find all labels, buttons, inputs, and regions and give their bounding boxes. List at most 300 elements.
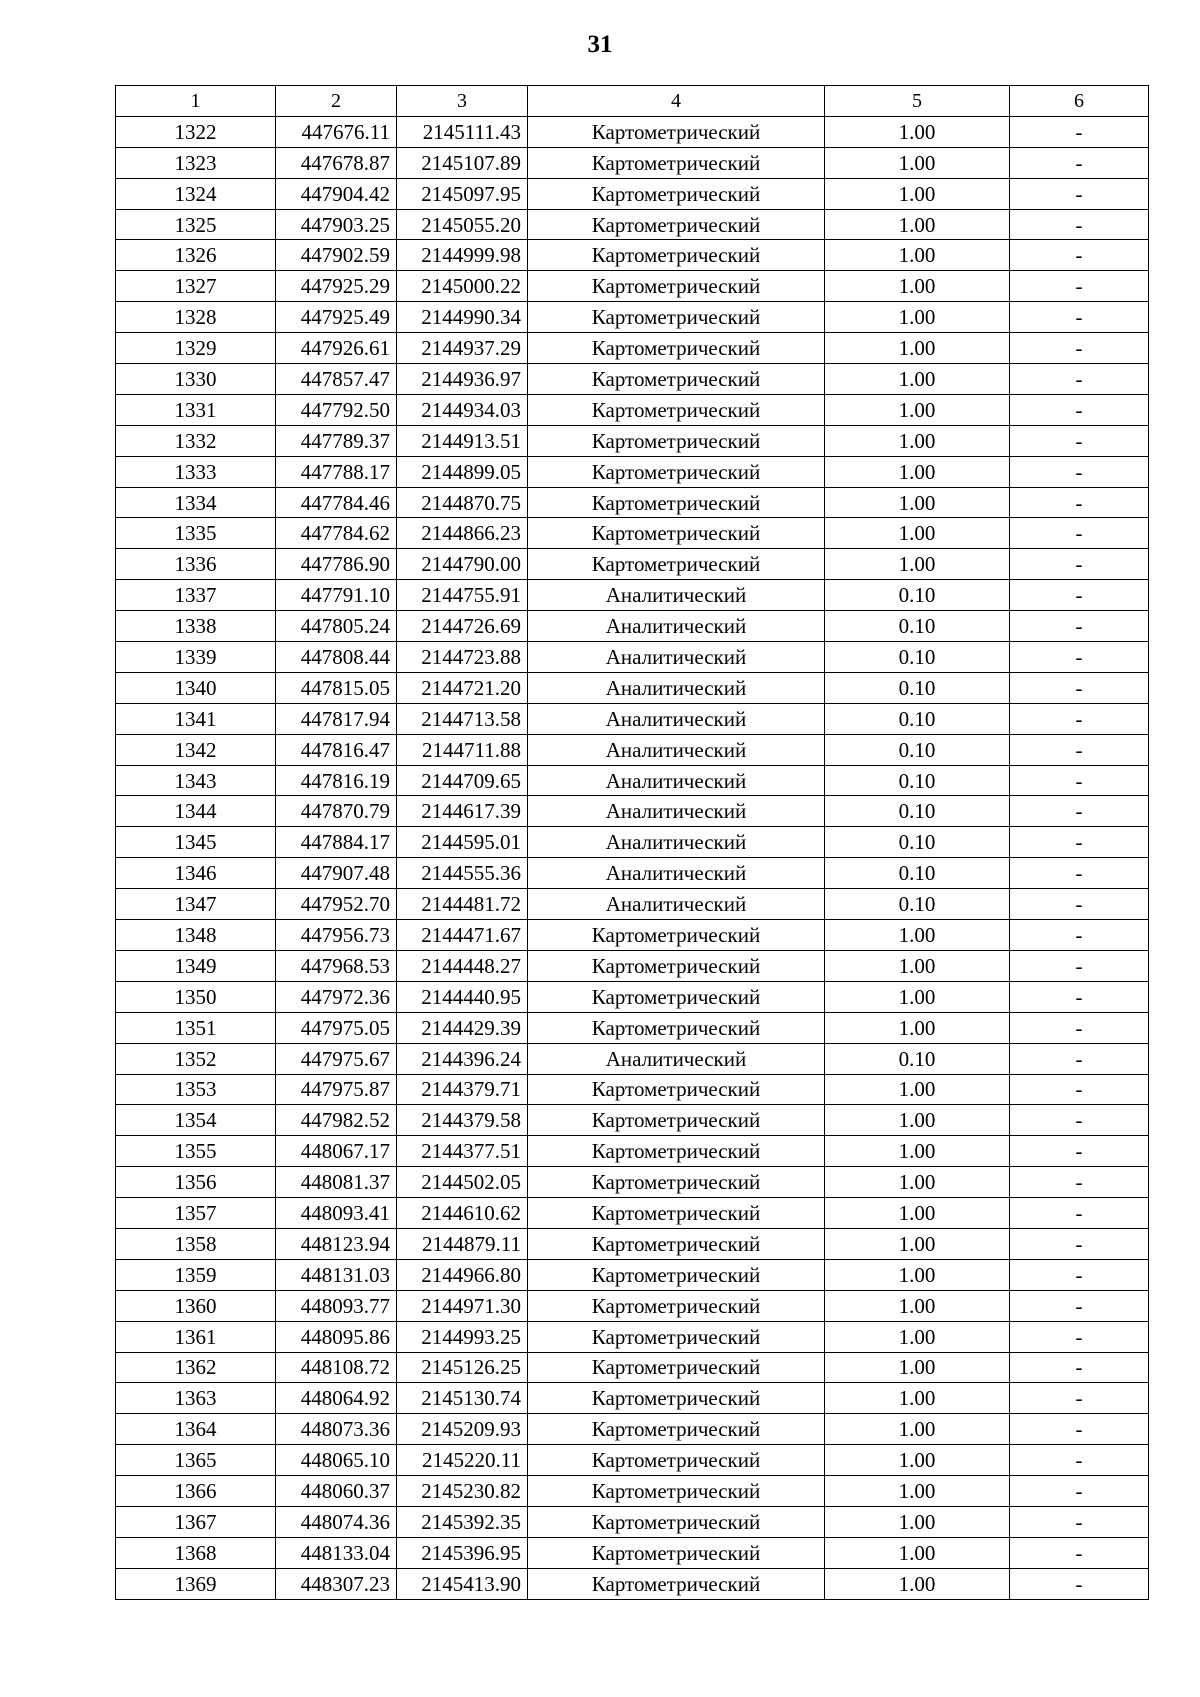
method-cell: Картометрический <box>528 333 825 364</box>
point-number-cell: 1369 <box>116 1568 276 1599</box>
accuracy-cell: 1.00 <box>825 549 1010 580</box>
table-row <box>116 672 1149 703</box>
table-row <box>116 889 1149 920</box>
method-cell: Картометрический <box>528 487 825 518</box>
accuracy-cell: 1.00 <box>825 1167 1010 1198</box>
y-coordinate-cell: 2145220.11 <box>397 1445 528 1476</box>
method-cell: Картометрический <box>528 1198 825 1229</box>
description-cell: - <box>1010 580 1149 611</box>
description-cell: - <box>1010 1228 1149 1259</box>
point-number-cell: 1343 <box>116 765 276 796</box>
table-row <box>116 364 1149 395</box>
method-cell: Картометрический <box>528 240 825 271</box>
x-coordinate-cell: 447805.24 <box>276 611 397 642</box>
method-cell: Картометрический <box>528 1259 825 1290</box>
method-cell: Аналитический <box>528 1043 825 1074</box>
point-number-cell: 1354 <box>116 1105 276 1136</box>
description-cell: - <box>1010 209 1149 240</box>
point-number-cell: 1326 <box>116 240 276 271</box>
point-number-cell: 1333 <box>116 456 276 487</box>
accuracy-cell: 1.00 <box>825 1537 1010 1568</box>
accuracy-cell: 1.00 <box>825 1568 1010 1599</box>
x-coordinate-cell: 447956.73 <box>276 920 397 951</box>
method-cell: Картометрический <box>528 302 825 333</box>
x-coordinate-cell: 447884.17 <box>276 827 397 858</box>
point-number-cell: 1348 <box>116 920 276 951</box>
y-coordinate-cell: 2144440.95 <box>397 981 528 1012</box>
method-cell: Аналитический <box>528 796 825 827</box>
point-number-cell: 1335 <box>116 518 276 549</box>
description-cell: - <box>1010 1568 1149 1599</box>
description-cell: - <box>1010 271 1149 302</box>
method-cell: Картометрический <box>528 456 825 487</box>
y-coordinate-cell: 2144936.97 <box>397 364 528 395</box>
y-coordinate-cell: 2144721.20 <box>397 672 528 703</box>
accuracy-cell: 1.00 <box>825 1383 1010 1414</box>
y-coordinate-cell: 2144713.58 <box>397 703 528 734</box>
page-number: 31 <box>587 31 613 58</box>
description-cell: - <box>1010 1476 1149 1507</box>
point-number-cell: 1344 <box>116 796 276 827</box>
y-coordinate-cell: 2144448.27 <box>397 950 528 981</box>
accuracy-cell: 1.00 <box>825 1290 1010 1321</box>
point-number-cell: 1353 <box>116 1074 276 1105</box>
y-coordinate-cell: 2145392.35 <box>397 1506 528 1537</box>
y-coordinate-cell: 2145097.95 <box>397 178 528 209</box>
accuracy-cell: 1.00 <box>825 1198 1010 1229</box>
method-cell: Картометрический <box>528 549 825 580</box>
x-coordinate-cell: 448093.41 <box>276 1198 397 1229</box>
y-coordinate-cell: 2144379.58 <box>397 1105 528 1136</box>
x-coordinate-cell: 448095.86 <box>276 1321 397 1352</box>
accuracy-cell: 0.10 <box>825 889 1010 920</box>
accuracy-cell: 0.10 <box>825 611 1010 642</box>
method-cell: Картометрический <box>528 1105 825 1136</box>
y-coordinate-cell: 2144610.62 <box>397 1198 528 1229</box>
x-coordinate-cell: 447952.70 <box>276 889 397 920</box>
column-header-2: 2 <box>276 86 397 117</box>
description-cell: - <box>1010 796 1149 827</box>
table-row <box>116 178 1149 209</box>
y-coordinate-cell: 2144377.51 <box>397 1136 528 1167</box>
method-cell: Картометрический <box>528 1352 825 1383</box>
y-coordinate-cell: 2144555.36 <box>397 858 528 889</box>
x-coordinate-cell: 447925.49 <box>276 302 397 333</box>
point-number-cell: 1347 <box>116 889 276 920</box>
description-cell: - <box>1010 920 1149 951</box>
table-row <box>116 734 1149 765</box>
method-cell: Аналитический <box>528 734 825 765</box>
description-cell: - <box>1010 364 1149 395</box>
accuracy-cell: 1.00 <box>825 1105 1010 1136</box>
y-coordinate-cell: 2144999.98 <box>397 240 528 271</box>
point-number-cell: 1363 <box>116 1383 276 1414</box>
accuracy-cell: 0.10 <box>825 642 1010 673</box>
description-cell: - <box>1010 147 1149 178</box>
point-number-cell: 1368 <box>116 1537 276 1568</box>
accuracy-cell: 1.00 <box>825 1228 1010 1259</box>
y-coordinate-cell: 2145396.95 <box>397 1537 528 1568</box>
description-cell: - <box>1010 302 1149 333</box>
x-coordinate-cell: 448307.23 <box>276 1568 397 1599</box>
method-cell: Картометрический <box>528 209 825 240</box>
x-coordinate-cell: 447792.50 <box>276 394 397 425</box>
method-cell: Аналитический <box>528 858 825 889</box>
point-number-cell: 1341 <box>116 703 276 734</box>
description-cell: - <box>1010 1414 1149 1445</box>
column-header-1: 1 <box>116 86 276 117</box>
description-cell: - <box>1010 1136 1149 1167</box>
accuracy-cell: 1.00 <box>825 487 1010 518</box>
method-cell: Аналитический <box>528 580 825 611</box>
x-coordinate-cell: 448074.36 <box>276 1506 397 1537</box>
y-coordinate-cell: 2144937.29 <box>397 333 528 364</box>
point-number-cell: 1352 <box>116 1043 276 1074</box>
x-coordinate-cell: 447808.44 <box>276 642 397 673</box>
x-coordinate-cell: 447678.87 <box>276 147 397 178</box>
accuracy-cell: 1.00 <box>825 950 1010 981</box>
table-row <box>116 271 1149 302</box>
method-cell: Картометрический <box>528 364 825 395</box>
description-cell: - <box>1010 394 1149 425</box>
table-row <box>116 333 1149 364</box>
method-cell: Картометрический <box>528 1074 825 1105</box>
table-row <box>116 1043 1149 1074</box>
y-coordinate-cell: 2144966.80 <box>397 1259 528 1290</box>
y-coordinate-cell: 2144726.69 <box>397 611 528 642</box>
x-coordinate-cell: 447968.53 <box>276 950 397 981</box>
y-coordinate-cell: 2145000.22 <box>397 271 528 302</box>
method-cell: Аналитический <box>528 765 825 796</box>
table-row <box>116 858 1149 889</box>
column-header-4: 4 <box>528 86 825 117</box>
accuracy-cell: 1.00 <box>825 209 1010 240</box>
description-cell: - <box>1010 425 1149 456</box>
accuracy-cell: 1.00 <box>825 1414 1010 1445</box>
x-coordinate-cell: 447870.79 <box>276 796 397 827</box>
y-coordinate-cell: 2145126.25 <box>397 1352 528 1383</box>
point-number-cell: 1349 <box>116 950 276 981</box>
description-cell: - <box>1010 456 1149 487</box>
description-cell: - <box>1010 672 1149 703</box>
description-cell: - <box>1010 1290 1149 1321</box>
y-coordinate-cell: 2144709.65 <box>397 765 528 796</box>
accuracy-cell: 1.00 <box>825 1136 1010 1167</box>
x-coordinate-cell: 447815.05 <box>276 672 397 703</box>
method-cell: Картометрический <box>528 1228 825 1259</box>
point-number-cell: 1346 <box>116 858 276 889</box>
accuracy-cell: 0.10 <box>825 703 1010 734</box>
point-number-cell: 1327 <box>116 271 276 302</box>
accuracy-cell: 1.00 <box>825 147 1010 178</box>
method-cell: Картометрический <box>528 950 825 981</box>
x-coordinate-cell: 447904.42 <box>276 178 397 209</box>
table-row <box>116 611 1149 642</box>
method-cell: Картометрический <box>528 1136 825 1167</box>
column-header-3: 3 <box>397 86 528 117</box>
accuracy-cell: 1.00 <box>825 1506 1010 1537</box>
x-coordinate-cell: 447907.48 <box>276 858 397 889</box>
method-cell: Картометрический <box>528 271 825 302</box>
method-cell: Картометрический <box>528 1167 825 1198</box>
point-number-cell: 1329 <box>116 333 276 364</box>
table-row <box>116 1445 1149 1476</box>
description-cell: - <box>1010 889 1149 920</box>
description-cell: - <box>1010 1074 1149 1105</box>
accuracy-cell: 1.00 <box>825 116 1010 147</box>
method-cell: Картометрический <box>528 920 825 951</box>
y-coordinate-cell: 2145107.89 <box>397 147 528 178</box>
table-row <box>116 1136 1149 1167</box>
method-cell: Картометрический <box>528 425 825 456</box>
table-row <box>116 1506 1149 1537</box>
accuracy-cell: 1.00 <box>825 1259 1010 1290</box>
method-cell: Аналитический <box>528 703 825 734</box>
accuracy-cell: 1.00 <box>825 920 1010 951</box>
description-cell: - <box>1010 950 1149 981</box>
method-cell: Картометрический <box>528 1568 825 1599</box>
y-coordinate-cell: 2144502.05 <box>397 1167 528 1198</box>
column-header-6: 6 <box>1010 86 1149 117</box>
description-cell: - <box>1010 1012 1149 1043</box>
point-number-cell: 1334 <box>116 487 276 518</box>
table-row <box>116 425 1149 456</box>
y-coordinate-cell: 2144790.00 <box>397 549 528 580</box>
accuracy-cell: 1.00 <box>825 1352 1010 1383</box>
table-row <box>116 487 1149 518</box>
method-cell: Аналитический <box>528 827 825 858</box>
x-coordinate-cell: 448064.92 <box>276 1383 397 1414</box>
y-coordinate-cell: 2145230.82 <box>397 1476 528 1507</box>
table-row <box>116 116 1149 147</box>
point-number-cell: 1355 <box>116 1136 276 1167</box>
description-cell: - <box>1010 642 1149 673</box>
x-coordinate-cell: 448081.37 <box>276 1167 397 1198</box>
accuracy-cell: 1.00 <box>825 364 1010 395</box>
y-coordinate-cell: 2144723.88 <box>397 642 528 673</box>
x-coordinate-cell: 447975.87 <box>276 1074 397 1105</box>
x-coordinate-cell: 448123.94 <box>276 1228 397 1259</box>
y-coordinate-cell: 2144971.30 <box>397 1290 528 1321</box>
point-number-cell: 1366 <box>116 1476 276 1507</box>
y-coordinate-cell: 2144755.91 <box>397 580 528 611</box>
table-row <box>116 1476 1149 1507</box>
y-coordinate-cell: 2145111.43 <box>397 116 528 147</box>
accuracy-cell: 0.10 <box>825 1043 1010 1074</box>
point-number-cell: 1345 <box>116 827 276 858</box>
accuracy-cell: 1.00 <box>825 425 1010 456</box>
y-coordinate-cell: 2144934.03 <box>397 394 528 425</box>
method-cell: Аналитический <box>528 672 825 703</box>
table-row <box>116 1259 1149 1290</box>
point-number-cell: 1324 <box>116 178 276 209</box>
point-number-cell: 1362 <box>116 1352 276 1383</box>
x-coordinate-cell: 447857.47 <box>276 364 397 395</box>
accuracy-cell: 0.10 <box>825 580 1010 611</box>
table-row <box>116 796 1149 827</box>
point-number-cell: 1336 <box>116 549 276 580</box>
y-coordinate-cell: 2144899.05 <box>397 456 528 487</box>
x-coordinate-cell: 447926.61 <box>276 333 397 364</box>
description-cell: - <box>1010 549 1149 580</box>
method-cell: Картометрический <box>528 116 825 147</box>
accuracy-cell: 0.10 <box>825 734 1010 765</box>
table-row <box>116 302 1149 333</box>
y-coordinate-cell: 2145130.74 <box>397 1383 528 1414</box>
accuracy-cell: 1.00 <box>825 1012 1010 1043</box>
description-cell: - <box>1010 1321 1149 1352</box>
point-number-cell: 1328 <box>116 302 276 333</box>
method-cell: Картометрический <box>528 1414 825 1445</box>
accuracy-cell: 0.10 <box>825 858 1010 889</box>
accuracy-cell: 1.00 <box>825 456 1010 487</box>
x-coordinate-cell: 447972.36 <box>276 981 397 1012</box>
point-number-cell: 1322 <box>116 116 276 147</box>
table-row <box>116 549 1149 580</box>
x-coordinate-cell: 448065.10 <box>276 1445 397 1476</box>
method-cell: Картометрический <box>528 1012 825 1043</box>
description-cell: - <box>1010 116 1149 147</box>
x-coordinate-cell: 447784.62 <box>276 518 397 549</box>
accuracy-cell: 1.00 <box>825 178 1010 209</box>
table-body <box>116 116 1149 1599</box>
description-cell: - <box>1010 1259 1149 1290</box>
y-coordinate-cell: 2145055.20 <box>397 209 528 240</box>
x-coordinate-cell: 447816.47 <box>276 734 397 765</box>
description-cell: - <box>1010 1043 1149 1074</box>
accuracy-cell: 1.00 <box>825 271 1010 302</box>
point-number-cell: 1365 <box>116 1445 276 1476</box>
x-coordinate-cell: 448073.36 <box>276 1414 397 1445</box>
accuracy-cell: 1.00 <box>825 1074 1010 1105</box>
accuracy-cell: 1.00 <box>825 1476 1010 1507</box>
table-row <box>116 1105 1149 1136</box>
accuracy-cell: 1.00 <box>825 240 1010 271</box>
point-number-cell: 1337 <box>116 580 276 611</box>
column-header-5: 5 <box>825 86 1010 117</box>
accuracy-cell: 1.00 <box>825 981 1010 1012</box>
description-cell: - <box>1010 333 1149 364</box>
y-coordinate-cell: 2144481.72 <box>397 889 528 920</box>
point-number-cell: 1358 <box>116 1228 276 1259</box>
x-coordinate-cell: 447982.52 <box>276 1105 397 1136</box>
y-coordinate-cell: 2144993.25 <box>397 1321 528 1352</box>
y-coordinate-cell: 2144879.11 <box>397 1228 528 1259</box>
y-coordinate-cell: 2144866.23 <box>397 518 528 549</box>
description-cell: - <box>1010 1506 1149 1537</box>
point-number-cell: 1367 <box>116 1506 276 1537</box>
description-cell: - <box>1010 1537 1149 1568</box>
description-cell: - <box>1010 487 1149 518</box>
accuracy-cell: 0.10 <box>825 827 1010 858</box>
table-header-row <box>116 86 1149 117</box>
description-cell: - <box>1010 765 1149 796</box>
accuracy-cell: 1.00 <box>825 394 1010 425</box>
accuracy-cell: 1.00 <box>825 518 1010 549</box>
point-number-cell: 1330 <box>116 364 276 395</box>
x-coordinate-cell: 447786.90 <box>276 549 397 580</box>
point-number-cell: 1331 <box>116 394 276 425</box>
x-coordinate-cell: 448060.37 <box>276 1476 397 1507</box>
x-coordinate-cell: 447676.11 <box>276 116 397 147</box>
point-number-cell: 1325 <box>116 209 276 240</box>
point-number-cell: 1357 <box>116 1198 276 1229</box>
point-number-cell: 1338 <box>116 611 276 642</box>
method-cell: Аналитический <box>528 611 825 642</box>
table-row <box>116 1352 1149 1383</box>
table-row <box>116 950 1149 981</box>
x-coordinate-cell: 447903.25 <box>276 209 397 240</box>
table-row <box>116 1537 1149 1568</box>
x-coordinate-cell: 448131.03 <box>276 1259 397 1290</box>
point-number-cell: 1350 <box>116 981 276 1012</box>
point-number-cell: 1323 <box>116 147 276 178</box>
table-row <box>116 1074 1149 1105</box>
method-cell: Картометрический <box>528 518 825 549</box>
accuracy-cell: 1.00 <box>825 1321 1010 1352</box>
point-number-cell: 1340 <box>116 672 276 703</box>
description-cell: - <box>1010 1445 1149 1476</box>
table-row <box>116 580 1149 611</box>
method-cell: Картометрический <box>528 1506 825 1537</box>
x-coordinate-cell: 448093.77 <box>276 1290 397 1321</box>
table-row <box>116 147 1149 178</box>
description-cell: - <box>1010 518 1149 549</box>
table-row <box>116 765 1149 796</box>
point-number-cell: 1351 <box>116 1012 276 1043</box>
table-row <box>116 518 1149 549</box>
method-cell: Картометрический <box>528 1321 825 1352</box>
table-row <box>116 456 1149 487</box>
method-cell: Аналитический <box>528 889 825 920</box>
description-cell: - <box>1010 240 1149 271</box>
table-row <box>116 642 1149 673</box>
description-cell: - <box>1010 827 1149 858</box>
point-number-cell: 1364 <box>116 1414 276 1445</box>
method-cell: Картометрический <box>528 1476 825 1507</box>
y-coordinate-cell: 2144595.01 <box>397 827 528 858</box>
method-cell: Картометрический <box>528 147 825 178</box>
point-number-cell: 1339 <box>116 642 276 673</box>
description-cell: - <box>1010 703 1149 734</box>
x-coordinate-cell: 448108.72 <box>276 1352 397 1383</box>
x-coordinate-cell: 447925.29 <box>276 271 397 302</box>
method-cell: Картометрический <box>528 394 825 425</box>
y-coordinate-cell: 2145209.93 <box>397 1414 528 1445</box>
table-row <box>116 703 1149 734</box>
x-coordinate-cell: 447975.05 <box>276 1012 397 1043</box>
accuracy-cell: 1.00 <box>825 302 1010 333</box>
x-coordinate-cell: 447975.67 <box>276 1043 397 1074</box>
description-cell: - <box>1010 611 1149 642</box>
point-number-cell: 1359 <box>116 1259 276 1290</box>
x-coordinate-cell: 447817.94 <box>276 703 397 734</box>
y-coordinate-cell: 2144396.24 <box>397 1043 528 1074</box>
y-coordinate-cell: 2145413.90 <box>397 1568 528 1599</box>
method-cell: Картометрический <box>528 1537 825 1568</box>
table-row <box>116 240 1149 271</box>
method-cell: Картометрический <box>528 1383 825 1414</box>
method-cell: Картометрический <box>528 981 825 1012</box>
point-number-cell: 1342 <box>116 734 276 765</box>
description-cell: - <box>1010 858 1149 889</box>
description-cell: - <box>1010 981 1149 1012</box>
y-coordinate-cell: 2144379.71 <box>397 1074 528 1105</box>
coordinates-table <box>115 85 1149 1600</box>
accuracy-cell: 0.10 <box>825 672 1010 703</box>
table-row <box>116 920 1149 951</box>
table-row <box>116 1198 1149 1229</box>
